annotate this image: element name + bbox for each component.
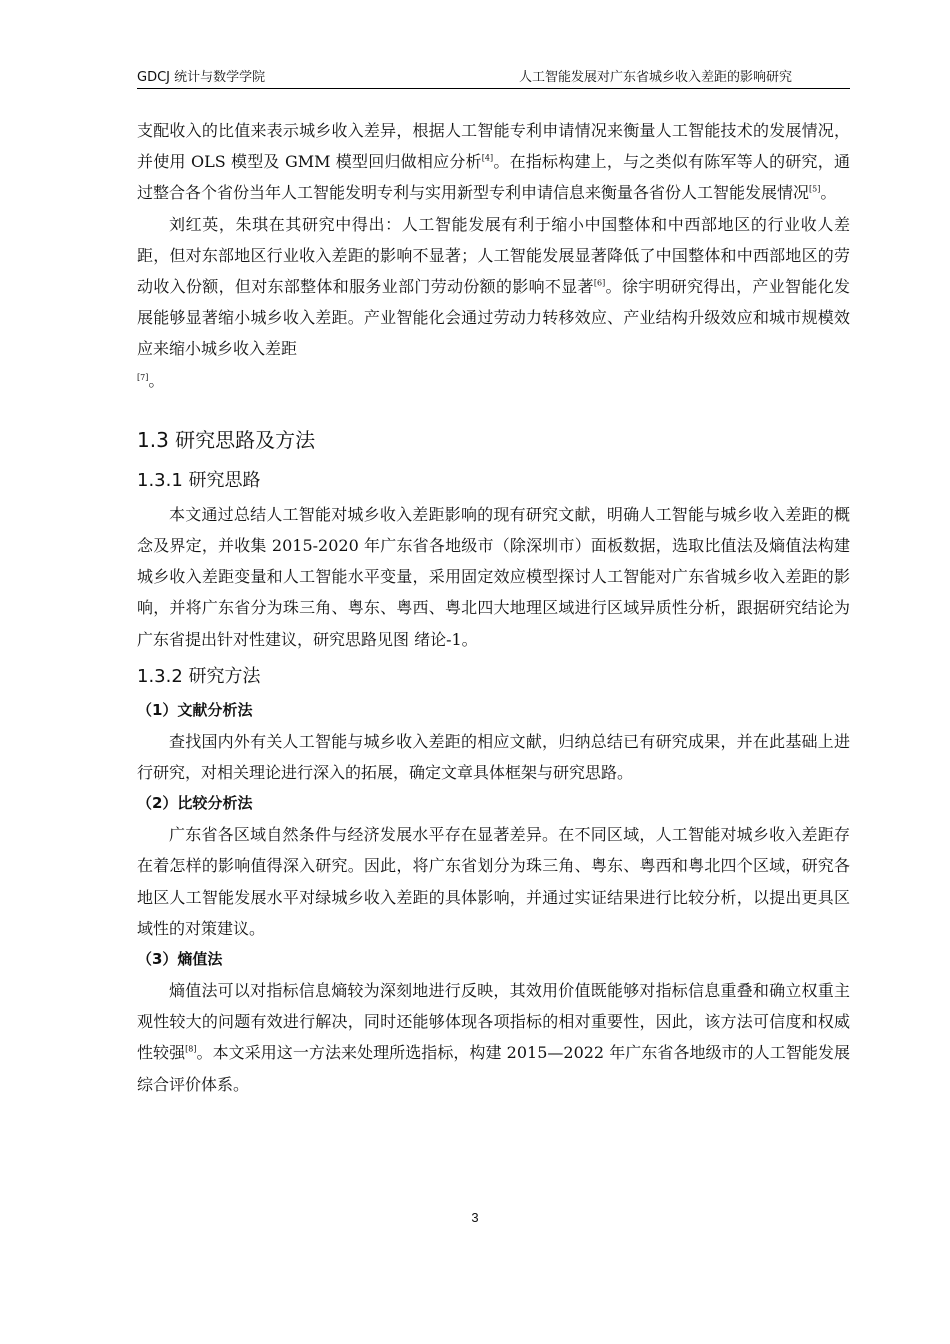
method-2-title: （2）比较分析法 — [137, 794, 253, 813]
para2-text-a: 刘红英，朱琪在其研究中得出：人工智能发展有利于缩小中国整体和中西部地区的行业收人差距，但对东部地区行业收入差距的影响不显著；人工智能发展显著降低了中国整体和中西部地区的劳动收入份额，但对东部整体和服务业部门劳动份额的影响不显著 — [137, 214, 850, 297]
para1-text-b: 。在指标构建上，与之类似有陈军等人的研究，通过整合各个省份当年人工智能发明专利与实用新型专利申请信息来衡量各省份人工智能发展情况 — [137, 152, 850, 203]
citation-7: [7] — [137, 372, 149, 382]
header-institution: GDCJ 统计与数学学院 — [137, 70, 266, 85]
para1-text-a: 支配收入的比值来表示城乡收入差异，根据人工智能专利申请情况来衡量人工智能技术的发展情况，并使用 OLS 模型及 GMM 模型回归做相应分析 — [137, 121, 850, 172]
citation-4: [4] — [481, 153, 494, 163]
page-body — [137, 115, 850, 1100]
section-heading-1-3-1: 1.3.1 研究思路 — [137, 469, 261, 491]
citation-6: [6] — [593, 278, 606, 288]
method-3-text — [137, 975, 850, 1100]
citation-5: [5] — [809, 185, 821, 195]
method-3-title: （3）熵值法 — [137, 950, 223, 969]
paragraph-2 — [137, 209, 850, 399]
header-title: 人工智能发展对广东省城乡收入差距的影响研究 — [518, 70, 792, 85]
method-1-title: （1）文献分析法 — [137, 700, 253, 719]
paragraph-1 — [137, 115, 850, 209]
section-heading-1-3: 1.3 研究思路及方法 — [137, 427, 316, 452]
para1-text-c: 。 — [820, 183, 837, 203]
para2-text-b: 。徐宇明研究得出，产业智能化发展能够显著缩小城乡收入差距。产业智能化会通过劳动力转移效应、产业结构升级效应和城市规模效应来缩小城乡收入差距 — [137, 277, 850, 359]
method-2-text: 广东省各区域自然条件与经济发展水平存在显著差异。在不同区域，人工智能对城乡收入差距存在着怎样的影响值得深入研究。因此，将广东省划分为珠三角、粤东、粤西和粤北四个区域，研究各地区人工智能发展水平对绿城乡收入差距的具体影响，并通过实证结果进行比较分析，以提出更具区域性的对策建议。 — [137, 825, 850, 938]
page-header — [137, 62, 850, 89]
method3-text-b: 。本文采用这一方法来处理所选指标，构建 2015—2022 年广东省各地级市的人工智能发展综合评价体系。 — [137, 1043, 850, 1094]
para2-text-c: 。 — [148, 370, 165, 390]
method-1-text: 查找国内外有关人工智能与城乡收入差距的相应文献，归纳总结已有研究成果，并在此基础上进行研究，对相关理论进行深入的拓展，确定文章具体框架与研究思路。 — [137, 731, 850, 783]
method3-text-a: 熵值法可以对指标信息熵较为深刻地进行反映，其效用价值既能够对指标信息重叠和确立权重主观性较大的问题有效进行解决，同时还能够体现各项指标的相对重要性，因此，该方法可信度和权威性较强 — [137, 981, 850, 1063]
section-heading-1-3-2: 1.3.2 研究方法 — [137, 665, 261, 687]
paragraph-research-approach: 本文通过总结人工智能对城乡收入差距影响的现有研究文献，明确人工智能与城乡收入差距的概念及界定，并收集 2015-2020 年广东省各地级市（除深圳市）面板数据，选取比值法及熵值法构建城乡收入差距变量和人工智能水平变量，采用固定效应模型探讨人工智能对广东省城乡收入差距的影响，并将广东省分为珠三角、粤东、粤西、粤北四大地理区域进行区域异质性分析，跟据研究结论为广东省提出针对性建议，研究思路见图 绪论-1。 — [137, 504, 850, 649]
page-number: 3 — [471, 1210, 479, 1225]
citation-8: [8] — [185, 1045, 197, 1055]
